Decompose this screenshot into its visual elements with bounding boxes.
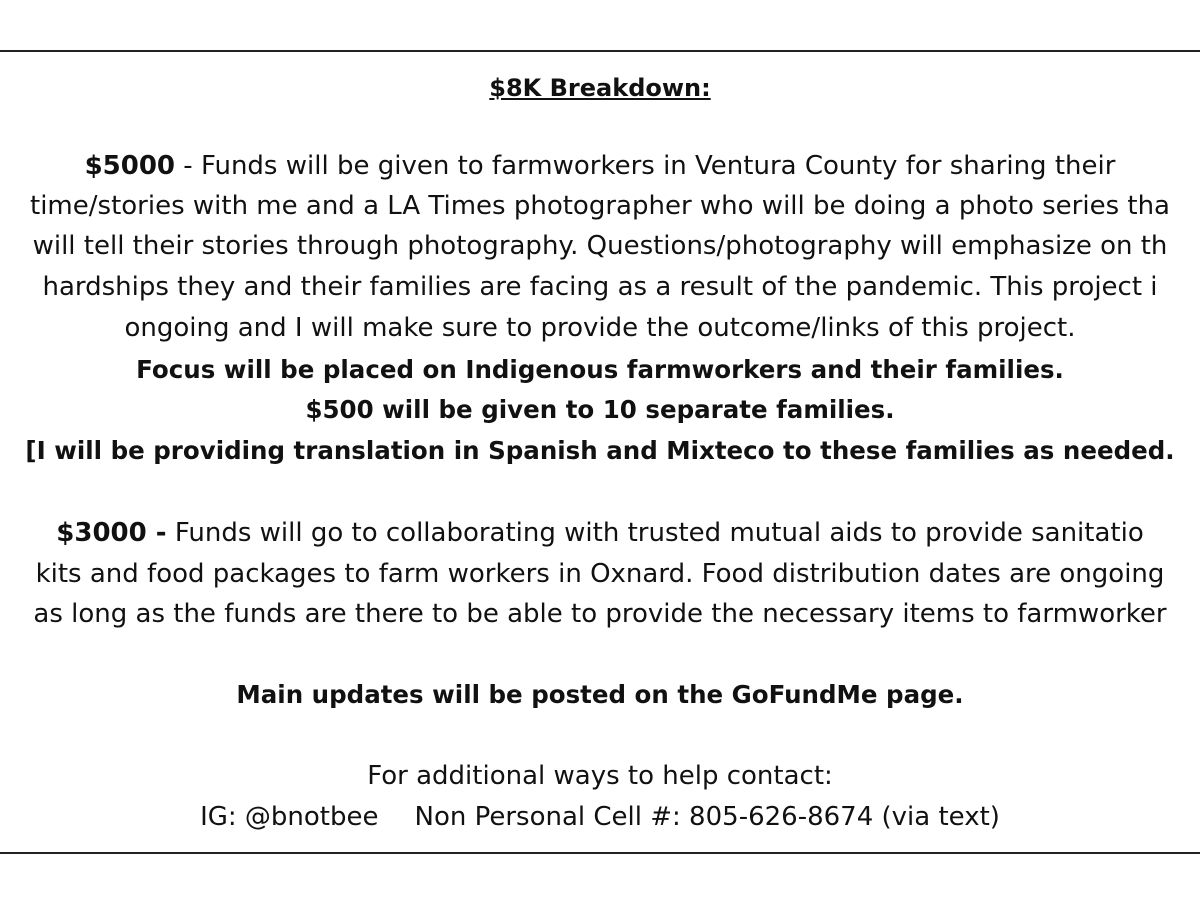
section-5000-line-1 <box>0 146 1200 186</box>
amount-5000: $5000 <box>84 151 176 181</box>
contact-details <box>0 797 1200 837</box>
contact-heading: For additional ways to help contact: <box>367 761 833 791</box>
amount-3000: $3000 - <box>56 518 167 548</box>
section-3000-line-2: kits and food packages to farm workers in Oxnard. Food distribution dates are ongoing <box>35 559 1165 589</box>
section-5000-line-1-text: - Funds will be given to farmworkers in Ventura County for sharing their <box>175 151 1116 181</box>
section-5000-line-4: hardships they and their families are facing as a result of the pandemic. This project i <box>42 272 1158 302</box>
family-split-statement: $500 will be given to 10 separate families. <box>305 395 895 424</box>
section-5000-line-2: time/stories with me and a LA Times photographer who will be doing a photo series tha <box>30 191 1170 221</box>
updates-statement: Main updates will be posted on the GoFundMe page. <box>236 680 964 709</box>
translation-statement: [I will be providing translation in Spanish and Mixteco to these families as needed. <box>25 436 1175 465</box>
section-3000-line-1-text: Funds will go to collaborating with trusted mutual aids to provide sanitatio <box>166 518 1144 548</box>
top-border-line <box>0 50 1200 52</box>
page-title: $8K Breakdown: <box>489 74 711 102</box>
bottom-border-line <box>0 852 1200 854</box>
section-3000-line-1 <box>0 513 1200 553</box>
instagram-handle: IG: @bnotbee <box>200 802 379 832</box>
focus-statement: Focus will be placed on Indigenous farmworkers and their families. <box>136 355 1064 384</box>
section-5000-line-3: will tell their stories through photography. Questions/photography will emphasize on th <box>32 231 1168 261</box>
cell-number: Non Personal Cell #: 805-626-8674 (via text) <box>414 802 1000 832</box>
section-5000-line-5: ongoing and I will make sure to provide the outcome/links of this project. <box>124 313 1076 343</box>
section-3000-line-3: as long as the funds are there to be able to provide the necessary items to farmworker <box>33 599 1167 629</box>
